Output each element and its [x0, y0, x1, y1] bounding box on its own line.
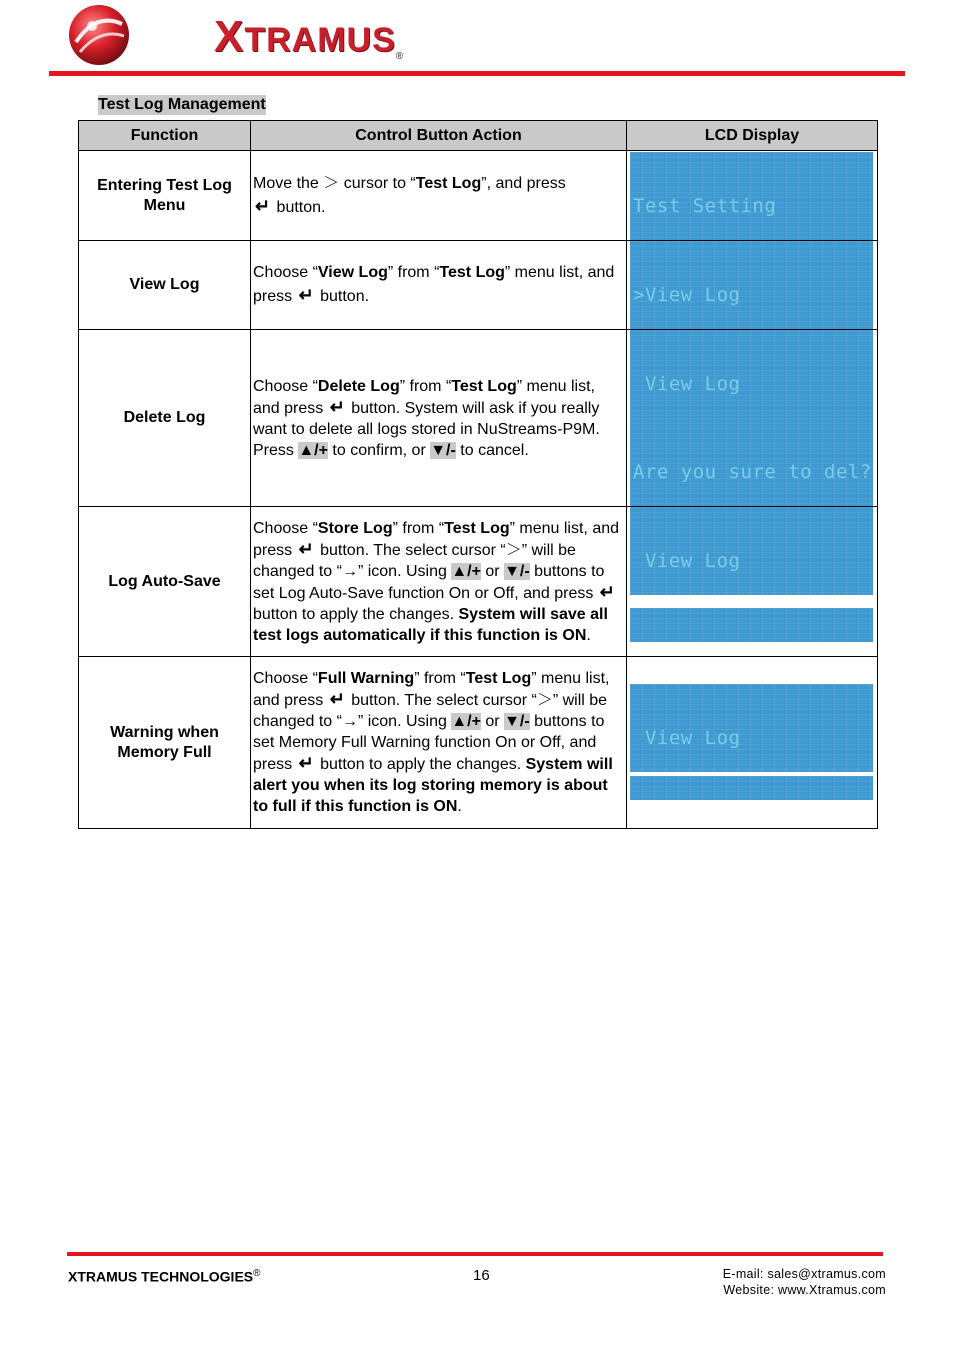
- enter-key-icon: ↵: [255, 195, 271, 216]
- footer-company: XTRAMUS TECHNOLOGIES®: [68, 1268, 261, 1285]
- plus-key-label: ▲/+: [451, 562, 481, 580]
- lcd-screen: [630, 507, 873, 595]
- footer-email: E-mail: sales@xtramus.com: [722, 1267, 886, 1281]
- column-header-lcd: LCD Display: [627, 121, 878, 151]
- plus-key-label: ▲/+: [451, 713, 481, 730]
- table-header-row: [79, 121, 878, 151]
- lcd-confirm-screen: [630, 418, 873, 506]
- enter-key-icon: ↵: [329, 396, 345, 417]
- header-rule: [49, 71, 905, 76]
- page-number: 16: [473, 1267, 490, 1284]
- footer-website: Website: www.Xtramus.com: [723, 1283, 886, 1297]
- footer-rule: [67, 1252, 883, 1256]
- lcd-cell: [627, 330, 878, 507]
- enter-key-icon: ↵: [298, 285, 314, 305]
- lcd-line: Are you sure to del?: [633, 461, 872, 483]
- column-header-action: Control Button Action: [251, 121, 627, 151]
- cursor-symbol: ＞: [323, 174, 340, 192]
- lcd-line: View Log: [633, 550, 741, 572]
- function-cell: Entering Test Log Menu: [79, 151, 251, 241]
- logo-wordmark: XTRAMUS®: [214, 12, 405, 62]
- function-cell: Log Auto-Save: [79, 507, 251, 657]
- lcd-line: >View Log: [633, 284, 741, 306]
- table-row: [79, 507, 878, 657]
- lcd-cell: [627, 507, 878, 657]
- enter-key-icon: ↵: [599, 581, 615, 602]
- lcd-line: View Log: [633, 373, 741, 395]
- action-cell: Move the ＞ cursor to “Test Log”, and press ↵ button.: [251, 151, 627, 241]
- lcd-cell: [627, 241, 878, 330]
- lcd-screen: [630, 152, 873, 240]
- footer-contact: [723, 1266, 886, 1298]
- minus-key-label: ▼/-: [430, 441, 456, 459]
- test-log-table: [78, 120, 878, 829]
- minus-key-label: ▼/-: [504, 562, 530, 580]
- action-cell: Choose “Store Log” from “Test Log” menu list, and press ↵ button. The select cursor “＞” will be changed to “→” icon. Using ▲/+ or ▼/- buttons to set Log Auto-Save function On or Off, and press ↵ button to apply the changes. System will save all test logs automatically if this function is ON.: [251, 507, 627, 657]
- table-row: [79, 330, 878, 507]
- table-row: [79, 241, 878, 330]
- lcd-line: View Log: [633, 727, 741, 749]
- enter-key-icon: ↵: [329, 689, 345, 709]
- action-cell: Choose “Full Warning” from “Test Log” menu list, and press ↵ button. The select cursor “＞” will be changed to “→” icon. Using ▲/+ or ▼/- buttons to set Memory Full Warning function On or Off, and press ↵ button to apply the changes. System will alert you when its log storing memory is about to full if this function is ON.: [251, 657, 627, 829]
- table-row: [79, 657, 878, 829]
- lcd-zoom-screen: [630, 608, 873, 642]
- plus-key-label: ▲/+: [298, 441, 328, 459]
- action-cell: Choose “View Log” from “Test Log” menu list, and press ↵ button.: [251, 241, 627, 330]
- function-cell: View Log: [79, 241, 251, 330]
- function-cell: Delete Log: [79, 330, 251, 507]
- xtramus-logo: [66, 2, 405, 68]
- table-row: [79, 151, 878, 241]
- enter-key-icon: ↵: [298, 538, 314, 559]
- lcd-screen: [630, 684, 873, 772]
- section-title: Test Log Management: [98, 96, 266, 113]
- function-cell: Warning when Memory Full: [79, 657, 251, 829]
- minus-key-label: ▼/-: [504, 713, 530, 730]
- lcd-cell: [627, 151, 878, 241]
- lcd-line: Test Setting: [633, 195, 777, 217]
- logo-globe-icon: [66, 2, 132, 68]
- lcd-cell: [627, 657, 878, 829]
- lcd-zoom-screen: [630, 776, 873, 800]
- lcd-screen: [630, 330, 873, 418]
- action-cell: Choose “Delete Log” from “Test Log” menu list, and press ↵ button. System will ask if you really want to delete all logs stored in NuStreams-P9M. Press ▲/+ to confirm, or ▼/- to cancel.: [251, 330, 627, 507]
- enter-key-icon: ↵: [298, 753, 314, 773]
- column-header-function: Function: [79, 121, 251, 151]
- lcd-screen: [630, 241, 873, 329]
